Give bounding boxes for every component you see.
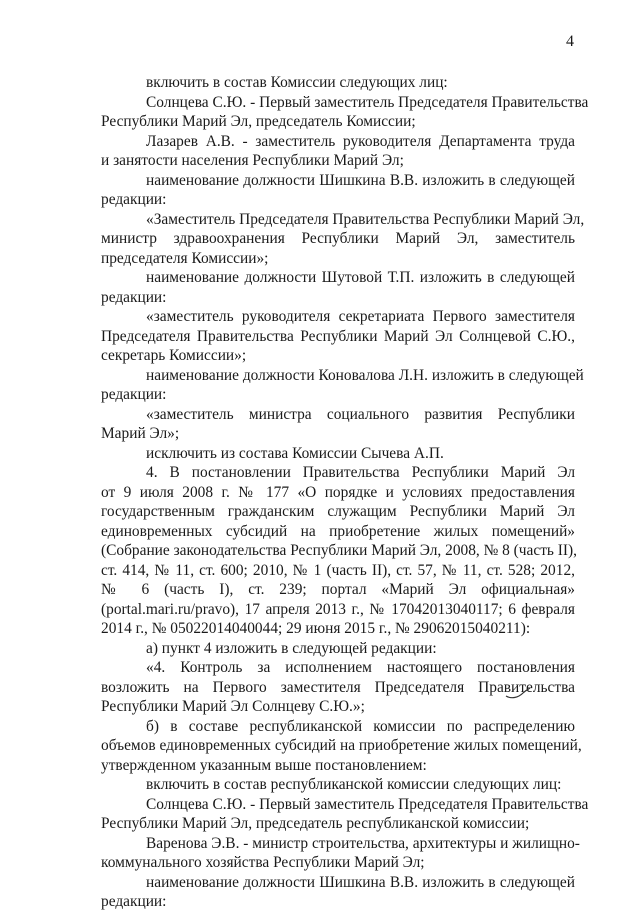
text-line: Республики Марий Эл Солнцеву С.Ю.»; (101, 698, 365, 715)
text-line: председателя Комиссии»; (101, 250, 269, 267)
text-line: (portal.mari.ru/pravo), 17 апреля 2013 г., № 17042013040117; 6 февраля (101, 601, 575, 618)
text-line: возложить на Первого заместителя Председателя Правительства (101, 679, 575, 696)
text-line: наименование должности Шишкина В.В. изложить в следующей (146, 172, 575, 189)
page-number: 4 (566, 33, 574, 50)
text-line: редакции: (101, 289, 167, 306)
text-line: «заместитель министра социального развития Республики (146, 406, 575, 423)
text-line: ст. 414, № 11, ст. 600; 2010, № 1 (часть II), ст. 57, № 11, ст. 528; 2012, (101, 562, 575, 579)
text-line: 4. В постановлении Правительства Республики Марий Эл (146, 464, 575, 481)
text-line: «Заместитель Председателя Правительства Республики Марий Эл, (146, 211, 585, 228)
text-line: исключить из состава Комиссии Сычева А.П. (146, 445, 444, 462)
text-line: государственным гражданским служащим Республики Марий Эл (101, 503, 575, 520)
text-line: Солнцева С.Ю. - Первый заместитель Председателя Правительства (146, 94, 589, 111)
text-line: № 6 (часть I), ст. 239; портал «Марий Эл официальная» (101, 581, 575, 598)
handwritten-mark-icon (505, 686, 531, 700)
text-line: редакции: (101, 386, 167, 403)
text-line: коммунального хозяйства Республики Марий Эл; (101, 854, 425, 871)
text-line: а) пункт 4 изложить в следующей редакции: (146, 640, 437, 657)
text-line: наименование должности Шутовой Т.П. изложить в следующей (146, 269, 575, 286)
text-line: (Собрание законодательства Республики Марий Эл, 2008, № 8 (часть II), (101, 542, 578, 559)
text-line: единовременных субсидий на приобретение жилых помещений» (101, 523, 575, 540)
text-line: «заместитель руководителя секретариата Первого заместителя (146, 308, 575, 325)
text-line: Председателя Правительства Республики Марий Эл Солнцевой С.Ю., (101, 328, 575, 345)
text-line: б) в составе республиканской комиссии по распределению (146, 718, 575, 735)
text-line: наименование должности Шишкина В.В. изложить в следующей (146, 874, 575, 891)
text-line: Марий Эл»; (101, 425, 180, 442)
text-line: секретарь Комиссии»; (101, 347, 247, 364)
text-line: и занятости населения Республики Марий Эл; (101, 152, 404, 169)
text-line: объемов единовременных субсидий на приобретение жилых помещений, (101, 737, 582, 754)
text-line: от 9 июля 2008 г. № 177 «О порядке и условиях предоставления (101, 484, 575, 501)
text-line: Лазарев А.В. - заместитель руководителя Департамента труда (146, 133, 575, 150)
text-line: Республики Марий Эл, председатель Комиссии; (101, 113, 416, 130)
text-line: редакции: (101, 191, 167, 208)
text-line: министр здравоохранения Республики Марий Эл, заместитель (101, 230, 575, 247)
text-line: Республики Марий Эл, председатель республиканской комиссии; (101, 815, 530, 832)
text-line: включить в состав Комиссии следующих лиц: (146, 74, 448, 91)
text-line: утвержденном указанным выше постановлением: (101, 757, 427, 774)
text-line: наименование должности Коновалова Л.Н. изложить в следующей (146, 367, 584, 384)
text-line: Варенова Э.В. - министр строительства, архитектуры и жилищно- (146, 835, 580, 852)
text-line: Солнцева С.Ю. - Первый заместитель Председателя Правительства (146, 796, 589, 813)
text-line: 2014 г., № 05022014040044; 29 июня 2015 г., № 29062015040211): (101, 620, 531, 637)
text-line: «4. Контроль за исполнением настоящего постановления (146, 659, 575, 676)
text-line: редакции: (101, 893, 167, 910)
text-line: включить в состав республиканской комиссии следующих лиц: (146, 776, 562, 793)
